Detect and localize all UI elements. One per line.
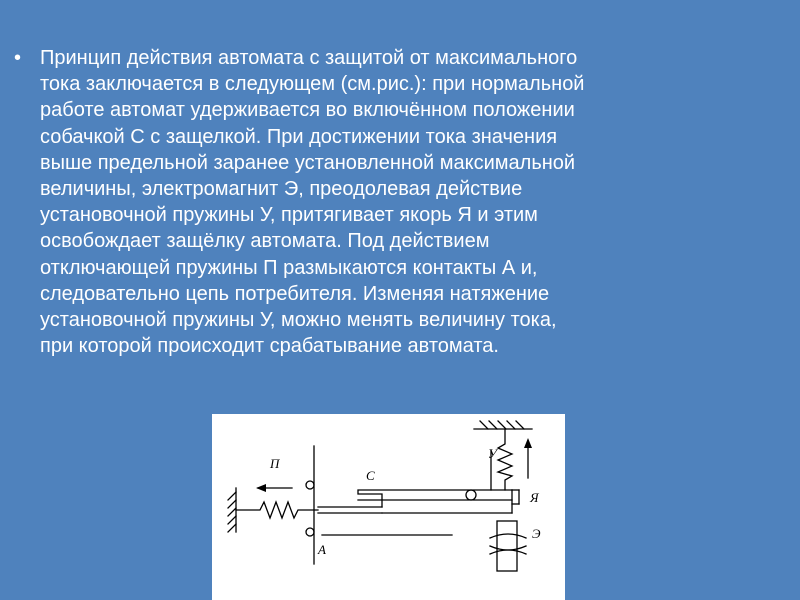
- label-setting-spring: У: [488, 446, 497, 461]
- paragraph-line: при которой происходит срабатывание автомата.: [40, 335, 499, 358]
- paragraph-line: установочной пружины У, притягивает якорь Я и этим: [40, 204, 538, 227]
- paragraph-line: освобождает защёлку автомата. Под действием: [40, 230, 490, 253]
- setting-spring: [498, 429, 512, 490]
- lower-contact: [306, 528, 314, 536]
- body-paragraph: [40, 45, 789, 359]
- paragraph-line: установочной пружины У, можно менять величину тока,: [40, 309, 557, 332]
- breaker-diagram: [212, 414, 565, 600]
- latch-rod: [318, 490, 512, 513]
- arrow-left-icon: [256, 484, 292, 492]
- paragraph-line: выше предельной заранее установленной максимальной: [40, 151, 576, 174]
- paragraph-line: отключающей пружины П размыкаются контакты А и,: [40, 256, 538, 279]
- paragraph-line: тока заключается в следующем (см.рис.): при нормальной: [40, 73, 585, 96]
- top-wall-anchor: [474, 421, 532, 429]
- paragraph-line: работе автомат удерживается во включённом положении: [40, 99, 575, 122]
- electromagnet: [490, 521, 526, 571]
- label-latch: С: [366, 468, 375, 483]
- paragraph-line: величины, электромагнит Э, преодолевая действие: [40, 178, 523, 201]
- bullet-dot: •: [14, 47, 22, 69]
- arrow-up-icon: [524, 438, 532, 478]
- breaker-diagram-svg: [212, 414, 565, 600]
- label-electromagnet: Э: [532, 526, 541, 541]
- disconnect-spring: [236, 502, 318, 518]
- upper-contact: [306, 481, 314, 489]
- paragraph-line: Принцип действия автомата с защитой от максимального: [40, 47, 578, 69]
- bullet-item: [14, 45, 789, 359]
- left-wall-anchor: [228, 488, 236, 532]
- paragraph-line: следовательно цепь потребителя. Изменяя натяжение: [40, 282, 550, 305]
- latch-pivot: [466, 490, 476, 500]
- label-contacts: А: [318, 542, 326, 557]
- label-spring-off: П: [270, 456, 280, 471]
- label-armature: Я: [530, 490, 539, 505]
- paragraph-line: собачкой С с защелкой. При достижении тока значения: [40, 125, 558, 148]
